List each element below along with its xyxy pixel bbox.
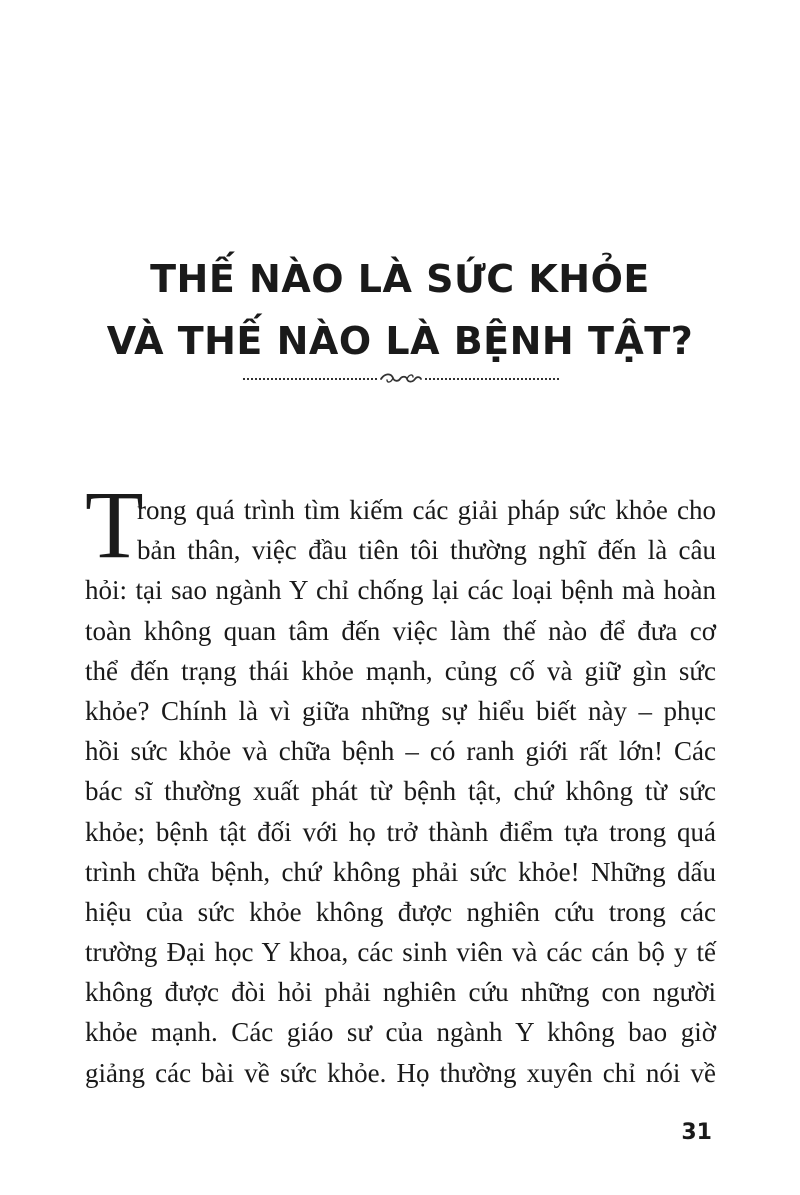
page-number: 31 xyxy=(681,1120,712,1145)
body-paragraph xyxy=(85,490,716,1093)
paragraph-line: khỏe; bệnh tật đối với họ trở thành điểm tựa trong quá xyxy=(85,816,716,847)
ornament-dotted-line-left xyxy=(243,378,377,380)
paragraph-line: hỏi: tại sao ngành Y chỉ chống lại các loại bệnh mà hoàn xyxy=(85,575,716,606)
paragraph-line: thể đến trạng thái khỏe mạnh, củng cố và giữ gìn sức xyxy=(85,655,716,686)
paragraph-line: trình chữa bệnh, chứ không phải sức khỏe! Những dấu xyxy=(85,856,716,887)
paragraph-line: bản thân, việc đầu tiên tôi thường nghĩ đến là câu xyxy=(137,535,716,566)
title-ornament-divider xyxy=(243,370,559,388)
flourish-divider-icon xyxy=(379,370,423,388)
ornament-dotted-line-right xyxy=(425,378,559,380)
paragraph-line: toàn không quan tâm đến việc làm thế nào để đưa cơ xyxy=(85,615,716,646)
paragraph-line: hiệu của sức khỏe không được nghiên cứu trong các xyxy=(85,896,716,927)
chapter-title xyxy=(0,248,800,372)
paragraph-line: khỏe? Chính là vì giữa những sự hiểu biết này – phục xyxy=(85,695,716,726)
paragraph-line: hồi sức khỏe và chữa bệnh – có ranh giới rất lớn! Các xyxy=(85,736,716,767)
paragraph-line: trường Đại học Y khoa, các sinh viên và các cán bộ y tế xyxy=(85,937,716,968)
drop-cap-letter: T xyxy=(85,471,144,578)
paragraph-line: khỏe mạnh. Các giáo sư của ngành Y không bao giờ xyxy=(85,1017,716,1048)
chapter-title-line-2: VÀ THẾ NÀO LÀ BỆNH TẬT? xyxy=(106,319,694,363)
paragraph-line: không được đòi hỏi phải nghiên cứu những con người xyxy=(85,977,716,1008)
paragraph-line: giảng các bài về sức khỏe. Họ thường xuyên chỉ nói về xyxy=(85,1057,716,1088)
paragraph-line: bác sĩ thường xuất phát từ bệnh tật, chứ không từ sức xyxy=(85,776,716,807)
paragraph-line: rong quá trình tìm kiếm các giải pháp sức khỏe cho xyxy=(137,495,716,525)
chapter-title-line-1: THẾ NÀO LÀ SỨC KHỎE xyxy=(150,257,650,301)
